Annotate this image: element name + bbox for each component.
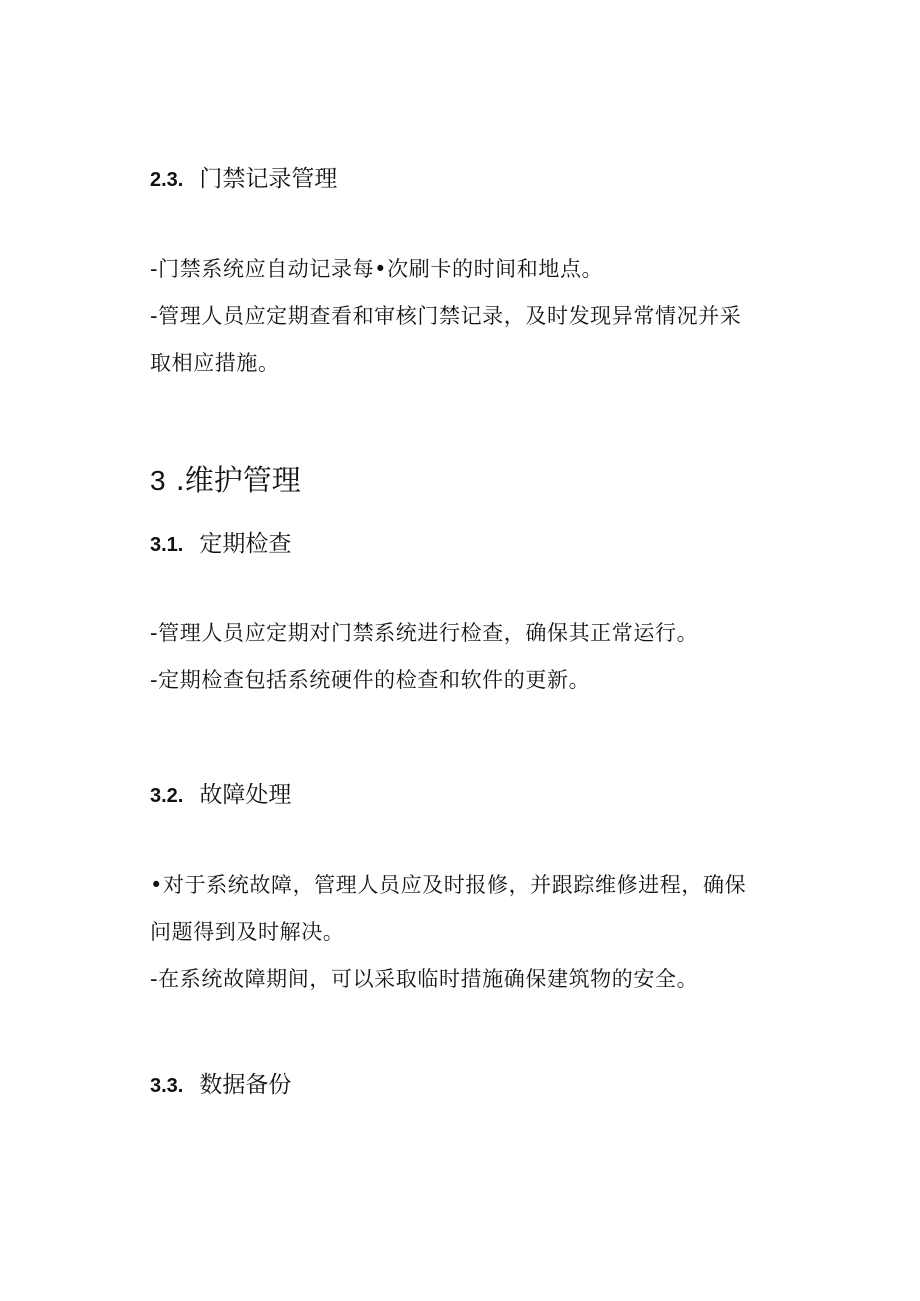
- section-heading-3-3: [150, 1070, 291, 1101]
- paragraph-line: 取相应措施。: [150, 351, 280, 375]
- section-number: 3.3.: [150, 1075, 184, 1097]
- paragraph-line: -管理人员应定期对门禁系统进行检查，确保其正常运行。: [150, 621, 699, 645]
- paragraph-line: -管理人员应定期查看和审核门禁记录，及时发现异常情况并采: [150, 304, 742, 328]
- section-number: 3.1.: [150, 534, 184, 556]
- section-heading-2-3: [150, 164, 337, 195]
- section-title: 定期检查: [199, 531, 292, 557]
- section-body-3-1: [150, 610, 800, 704]
- paragraph-line: -定期检查包括系统硬件的检查和软件的更新。: [150, 668, 591, 692]
- paragraph-line: 问题得到及时解决。: [150, 920, 345, 944]
- paragraph-line: -在系统故障期间，可以采取临时措施确保建筑物的安全。: [150, 967, 699, 991]
- section-number: 2.3.: [150, 169, 184, 191]
- section-title: 门禁记录管理: [199, 166, 338, 192]
- section-title: 数据备份: [199, 1072, 292, 1098]
- chapter-number: 3: [150, 465, 166, 496]
- section-heading-3-1: [150, 529, 291, 560]
- section-heading-3-2: [150, 780, 291, 811]
- chapter-heading-3: [150, 462, 301, 499]
- paragraph-line: •对于系统故障，管理人员应及时报修，并跟踪维修进程，确保: [150, 873, 747, 897]
- section-number: 3.2.: [150, 785, 184, 807]
- section-body-2-3: [150, 246, 800, 387]
- section-title: 故障处理: [199, 782, 292, 808]
- section-body-3-2: [150, 862, 800, 1003]
- chapter-title: .维护管理: [175, 463, 301, 497]
- paragraph-line: -门禁系统应自动记录每•次刷卡的时间和地点。: [150, 257, 604, 281]
